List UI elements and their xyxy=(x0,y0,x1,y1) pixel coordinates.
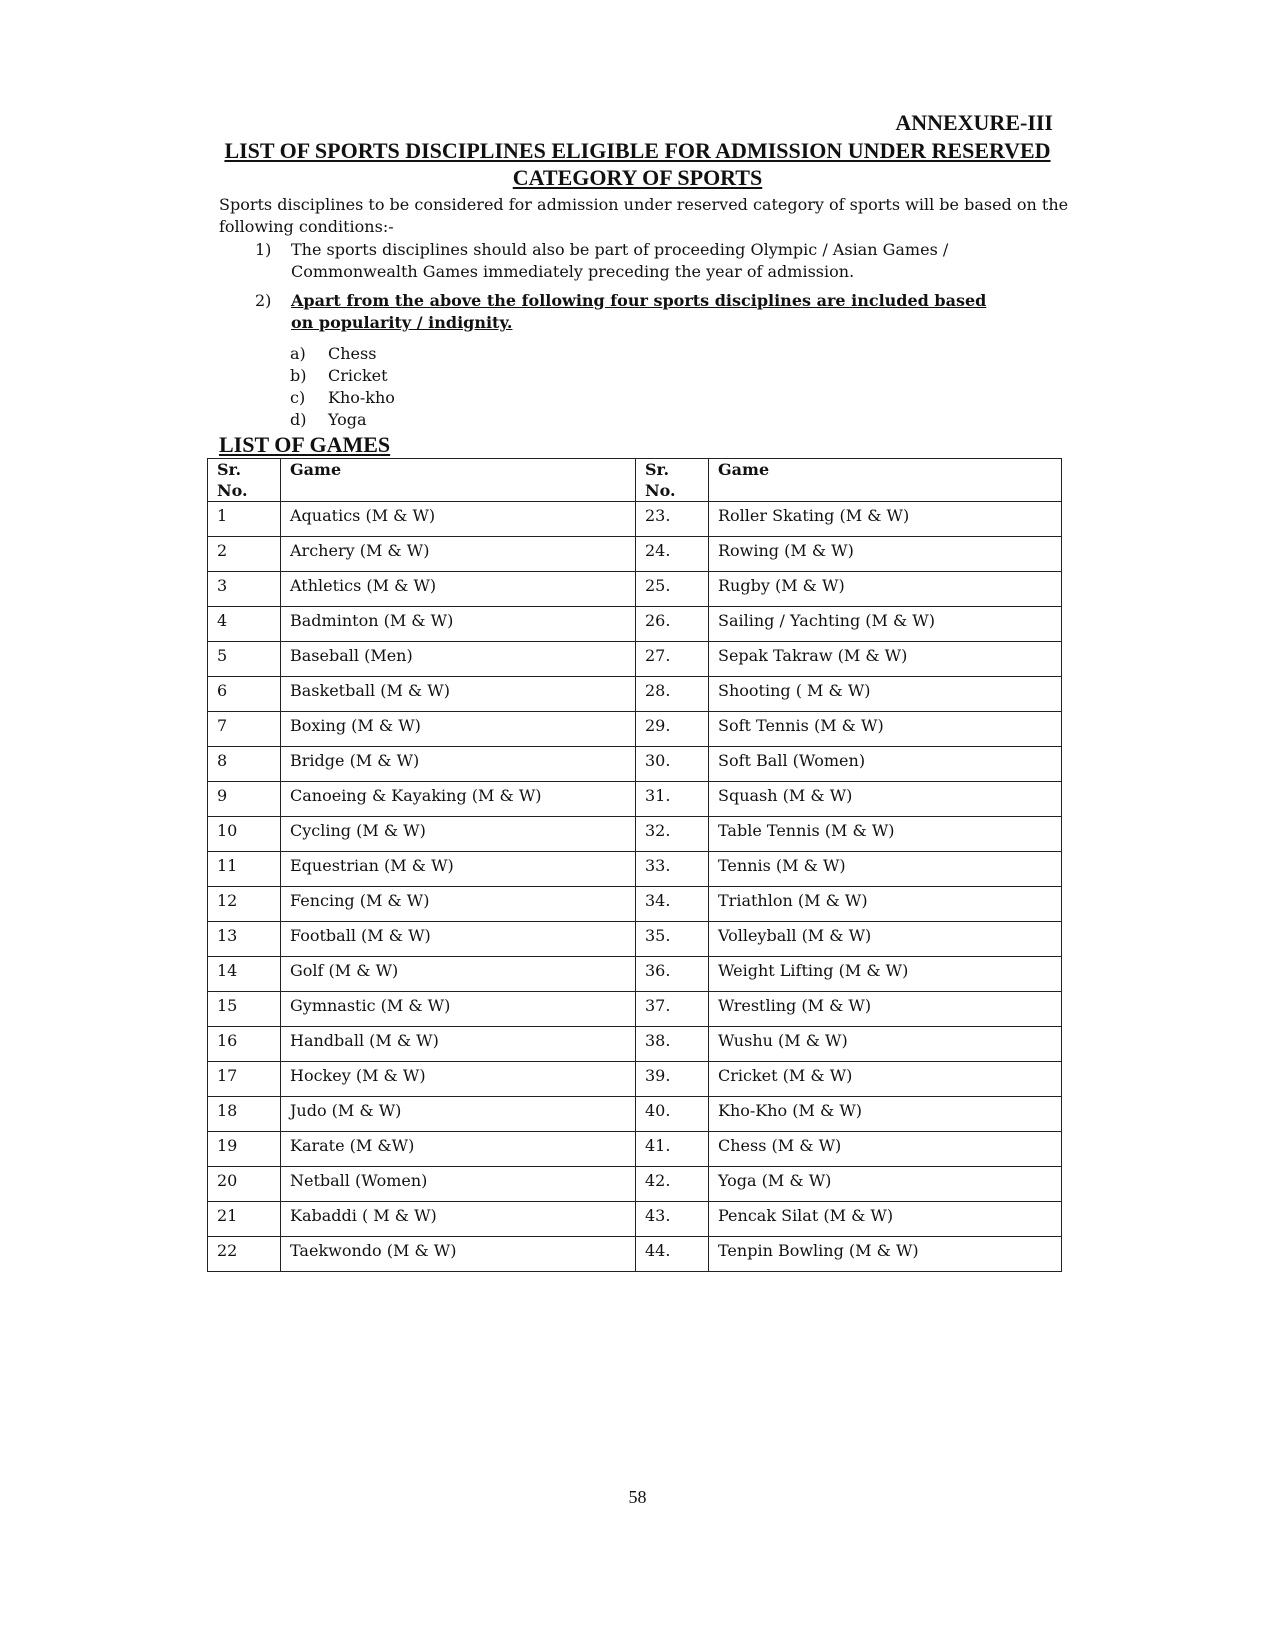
game-cell: Handball (M & W) xyxy=(281,1027,636,1062)
list-letter: c) xyxy=(290,388,306,407)
game-cell: Chess (M & W) xyxy=(709,1132,1062,1167)
game-cell: Fencing (M & W) xyxy=(281,887,636,922)
table-row xyxy=(208,922,1062,957)
list-of-games-heading: LIST OF GAMES xyxy=(219,432,391,457)
game-cell: Wushu (M & W) xyxy=(709,1027,1062,1062)
header-sr-no xyxy=(208,459,281,502)
sr-no-cell: 24. xyxy=(636,537,709,572)
game-cell: Basketball (M & W) xyxy=(281,677,636,712)
game-cell: Tenpin Bowling (M & W) xyxy=(709,1237,1062,1272)
header-sr-no-text: Sr. No. xyxy=(217,460,248,500)
sr-no-cell: 27. xyxy=(636,642,709,677)
table-row xyxy=(208,572,1062,607)
game-cell: Gymnastic (M & W) xyxy=(281,992,636,1027)
sr-no-cell: 19 xyxy=(208,1132,281,1167)
sr-no-cell: 3 xyxy=(208,572,281,607)
sr-no-cell: 30. xyxy=(636,747,709,782)
sr-no-cell: 34. xyxy=(636,887,709,922)
game-cell: Shooting ( M & W) xyxy=(709,677,1062,712)
sr-no-cell: 26. xyxy=(636,607,709,642)
table-row xyxy=(208,1027,1062,1062)
title-line-1: LIST OF SPORTS DISCIPLINES ELIGIBLE FOR ADMISSION UNDER RESERVED xyxy=(224,138,1051,163)
game-cell: Weight Lifting (M & W) xyxy=(709,957,1062,992)
header-sr-no xyxy=(636,459,709,502)
sr-no-cell: 39. xyxy=(636,1062,709,1097)
discipline-name: Chess xyxy=(328,344,377,363)
game-cell: Cricket (M & W) xyxy=(709,1062,1062,1097)
game-cell: Hockey (M & W) xyxy=(281,1062,636,1097)
sr-no-cell: 4 xyxy=(208,607,281,642)
sr-no-cell: 38. xyxy=(636,1027,709,1062)
sr-no-cell: 20 xyxy=(208,1167,281,1202)
intro-paragraph: Sports disciplines to be considered for admission under reserved category of sports will be based on the following conditions:- xyxy=(219,195,1069,236)
game-cell: Rowing (M & W) xyxy=(709,537,1062,572)
list-letter: a) xyxy=(290,344,306,363)
table-row xyxy=(208,677,1062,712)
sr-no-cell: 13 xyxy=(208,922,281,957)
table-row xyxy=(208,537,1062,572)
sr-no-cell: 21 xyxy=(208,1202,281,1237)
game-cell: Golf (M & W) xyxy=(281,957,636,992)
game-cell: Kho-Kho (M & W) xyxy=(709,1097,1062,1132)
game-cell: Rugby (M & W) xyxy=(709,572,1062,607)
header-game: Game xyxy=(709,459,1062,502)
game-cell: Athletics (M & W) xyxy=(281,572,636,607)
condition-number: 1) xyxy=(255,240,272,259)
game-cell: Sepak Takraw (M & W) xyxy=(709,642,1062,677)
table-row xyxy=(208,782,1062,817)
game-cell: Aquatics (M & W) xyxy=(281,502,636,537)
game-cell: Bridge (M & W) xyxy=(281,747,636,782)
sr-no-cell: 40. xyxy=(636,1097,709,1132)
sr-no-cell: 43. xyxy=(636,1202,709,1237)
games-table-body xyxy=(208,502,1062,1272)
table-row xyxy=(208,887,1062,922)
sr-no-cell: 36. xyxy=(636,957,709,992)
game-cell: Triathlon (M & W) xyxy=(709,887,1062,922)
sr-no-cell: 6 xyxy=(208,677,281,712)
table-row xyxy=(208,1062,1062,1097)
discipline-name: Kho-kho xyxy=(328,388,395,407)
sr-no-cell: 29. xyxy=(636,712,709,747)
table-row xyxy=(208,712,1062,747)
table-row xyxy=(208,957,1062,992)
game-cell: Football (M & W) xyxy=(281,922,636,957)
sr-no-cell: 28. xyxy=(636,677,709,712)
sr-no-cell: 35. xyxy=(636,922,709,957)
header-game: Game xyxy=(281,459,636,502)
game-cell: Netball (Women) xyxy=(281,1167,636,1202)
game-cell: Judo (M & W) xyxy=(281,1097,636,1132)
sr-no-cell: 32. xyxy=(636,817,709,852)
sr-no-cell: 17 xyxy=(208,1062,281,1097)
sr-no-cell: 12 xyxy=(208,887,281,922)
condition-text: Apart from the above the following four sports disciplines are included based on popularity / indignity. xyxy=(291,291,987,332)
sr-no-cell: 44. xyxy=(636,1237,709,1272)
game-cell: Roller Skating (M & W) xyxy=(709,502,1062,537)
sr-no-cell: 9 xyxy=(208,782,281,817)
sr-no-cell: 1 xyxy=(208,502,281,537)
game-cell: Equestrian (M & W) xyxy=(281,852,636,887)
game-cell: Taekwondo (M & W) xyxy=(281,1237,636,1272)
table-row xyxy=(208,992,1062,1027)
sr-no-cell: 18 xyxy=(208,1097,281,1132)
game-cell: Pencak Silat (M & W) xyxy=(709,1202,1062,1237)
game-cell: Kabaddi ( M & W) xyxy=(281,1202,636,1237)
table-row xyxy=(208,607,1062,642)
game-cell: Wrestling (M & W) xyxy=(709,992,1062,1027)
sr-no-cell: 42. xyxy=(636,1167,709,1202)
sr-no-cell: 22 xyxy=(208,1237,281,1272)
game-cell: Squash (M & W) xyxy=(709,782,1062,817)
sr-no-cell: 7 xyxy=(208,712,281,747)
discipline-name: Cricket xyxy=(328,366,388,385)
sr-no-cell: 41. xyxy=(636,1132,709,1167)
sr-no-cell: 37. xyxy=(636,992,709,1027)
sr-no-cell: 25. xyxy=(636,572,709,607)
sr-no-cell: 8 xyxy=(208,747,281,782)
table-row xyxy=(208,642,1062,677)
sr-no-cell: 15 xyxy=(208,992,281,1027)
sr-no-cell: 2 xyxy=(208,537,281,572)
table-row xyxy=(208,502,1062,537)
table-row xyxy=(208,1167,1062,1202)
game-cell: Canoeing & Kayaking (M & W) xyxy=(281,782,636,817)
header-sr-no-text: Sr. No. xyxy=(645,460,676,500)
table-row xyxy=(208,1202,1062,1237)
sr-no-cell: 23. xyxy=(636,502,709,537)
table-row xyxy=(208,852,1062,887)
game-cell: Tennis (M & W) xyxy=(709,852,1062,887)
table-row xyxy=(208,1097,1062,1132)
games-table xyxy=(207,458,1062,1272)
game-cell: Karate (M &W) xyxy=(281,1132,636,1167)
list-letter: d) xyxy=(290,410,307,429)
game-cell: Baseball (Men) xyxy=(281,642,636,677)
sr-no-cell: 11 xyxy=(208,852,281,887)
discipline-name: Yoga xyxy=(328,410,367,429)
table-header-row xyxy=(208,459,1062,502)
game-cell: Boxing (M & W) xyxy=(281,712,636,747)
sr-no-cell: 14 xyxy=(208,957,281,992)
annexure-label: ANNEXURE-III xyxy=(895,110,1053,135)
game-cell: Archery (M & W) xyxy=(281,537,636,572)
sr-no-cell: 31. xyxy=(636,782,709,817)
table-row xyxy=(208,1132,1062,1167)
game-cell: Sailing / Yachting (M & W) xyxy=(709,607,1062,642)
page-number: 58 xyxy=(628,1487,647,1507)
condition-number: 2) xyxy=(255,291,272,310)
game-cell: Cycling (M & W) xyxy=(281,817,636,852)
table-row xyxy=(208,1237,1062,1272)
sr-no-cell: 16 xyxy=(208,1027,281,1062)
sr-no-cell: 33. xyxy=(636,852,709,887)
sr-no-cell: 10 xyxy=(208,817,281,852)
game-cell: Yoga (M & W) xyxy=(709,1167,1062,1202)
sr-no-cell: 5 xyxy=(208,642,281,677)
game-cell: Soft Tennis (M & W) xyxy=(709,712,1062,747)
table-row xyxy=(208,747,1062,782)
title-line-2: CATEGORY OF SPORTS xyxy=(512,165,763,190)
table-row xyxy=(208,817,1062,852)
page-title xyxy=(200,137,1075,191)
condition-text: The sports disciplines should also be part of proceeding Olympic / Asian Games / Commonwealth Games immediately preceding the year of admission. xyxy=(291,240,949,281)
game-cell: Table Tennis (M & W) xyxy=(709,817,1062,852)
list-letter: b) xyxy=(290,366,307,385)
game-cell: Volleyball (M & W) xyxy=(709,922,1062,957)
game-cell: Badminton (M & W) xyxy=(281,607,636,642)
game-cell: Soft Ball (Women) xyxy=(709,747,1062,782)
